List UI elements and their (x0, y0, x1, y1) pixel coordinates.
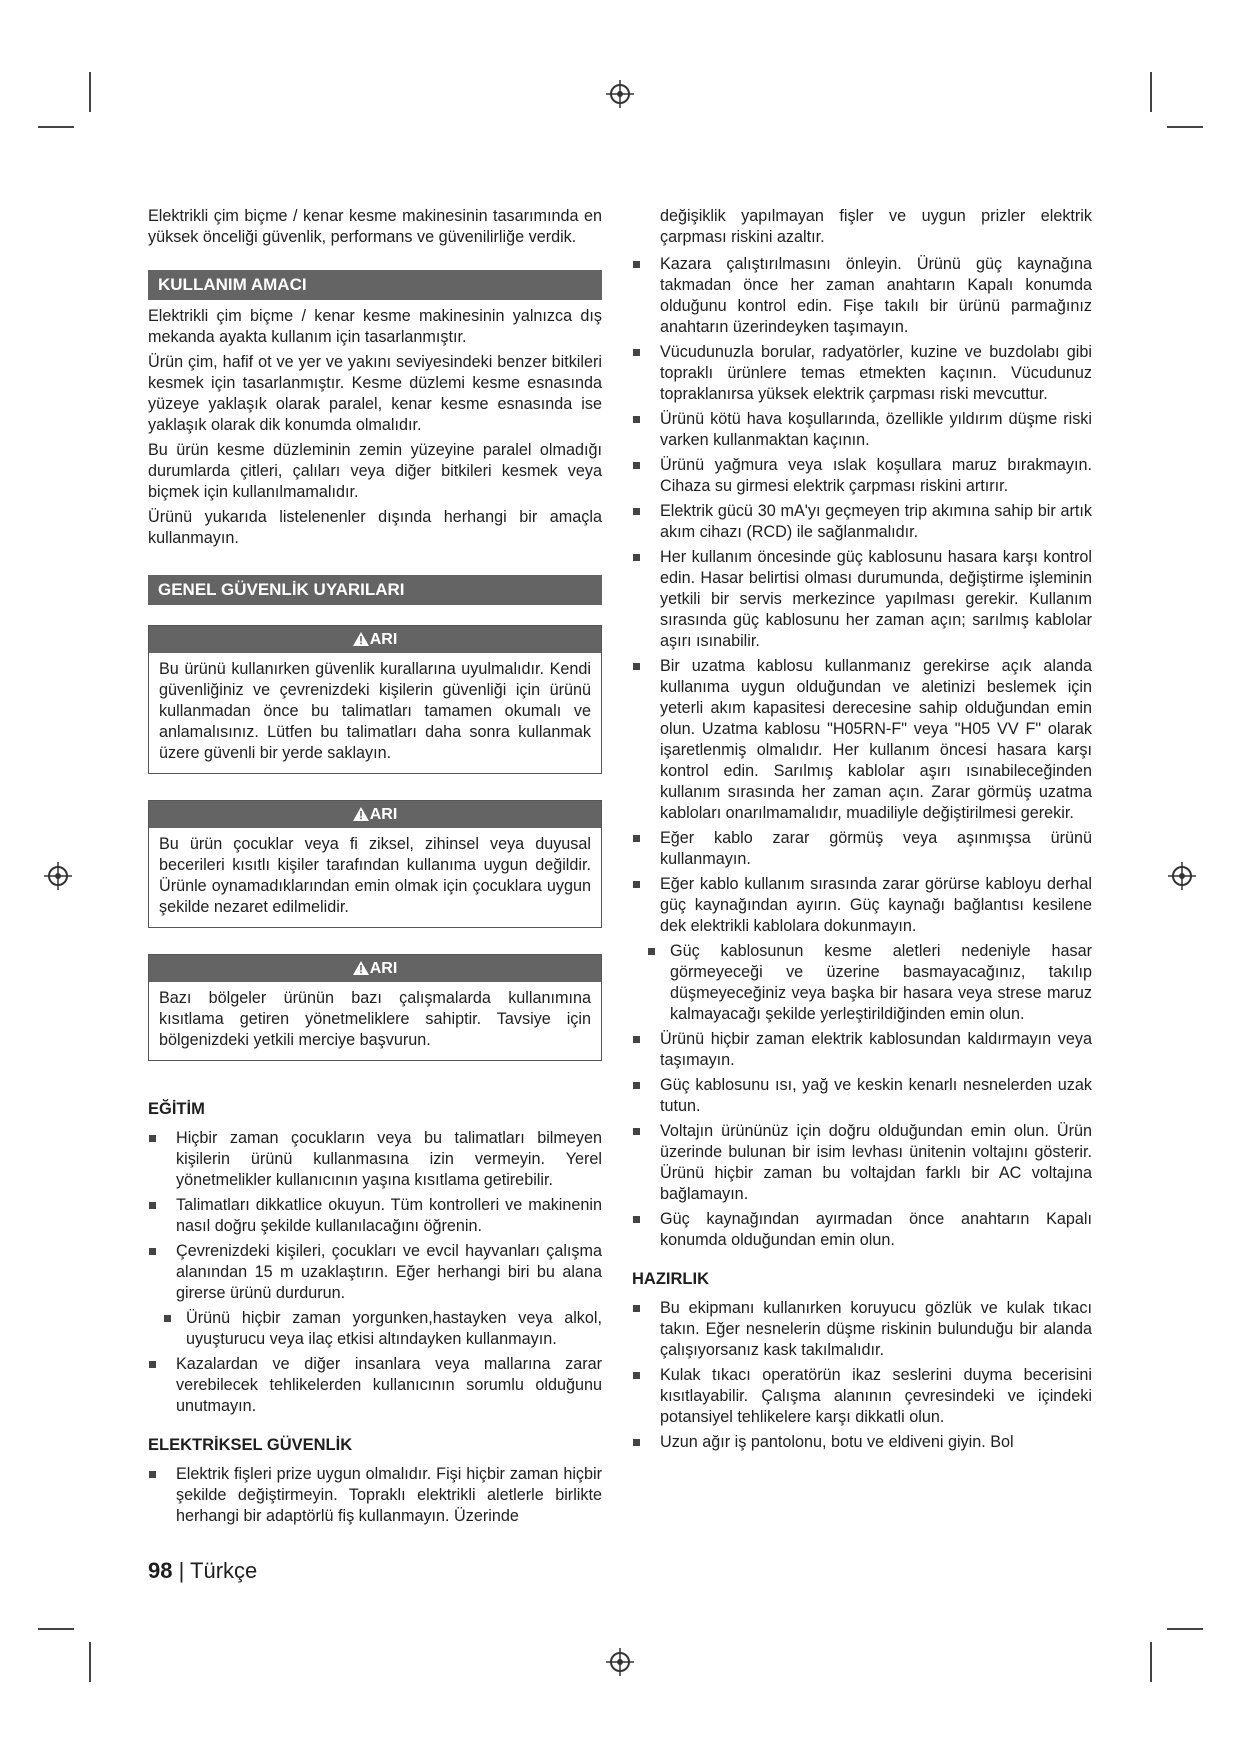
bullet-square-icon (633, 1439, 640, 1446)
electrical-list (148, 1464, 602, 1527)
list-item: Voltajın ürününüz için doğru olduğundan emin olun. Ürün üzerinde bulunan bir isim levhası ünitenin voltajını gösterir. Ürünü hiçbir zaman bu voltajdan farklı bir AC voltajına bağlamayın. (632, 1121, 1092, 1205)
intro-paragraph: Elektrikli çim biçme / kenar kesme makinesinin tasarımında en yüksek önceliği güvenlik, performans ve güvenilirliğe verdik. (148, 207, 602, 246)
list-item: Eğer kablo kullanım sırasında zarar görürse kabloyu derhal güç kaynağından ayırın. Güç kaynağı bağlantısı kesilene dek elektrikli kablolara dokunmayın. (632, 874, 1092, 937)
crop-mark (1150, 72, 1152, 112)
list-item: Elektrik gücü 30 mA'yı geçmeyen trip akımına sahip bir artık akım cihazı (RCD) ile sağlanmalıdır. (632, 501, 1092, 543)
list-item: Kulak tıkacı operatörün ikaz seslerini duyma becerisini kısıtlayabilir. Çalışma alanının çevresindeki ve içindeki potansiyel tehlikelere karşı dikkatli olun. (632, 1365, 1092, 1428)
registration-mark-icon (44, 862, 72, 890)
bullet-square-icon (149, 1202, 156, 1209)
bullet-square-icon (633, 508, 640, 515)
page-footer (148, 1558, 257, 1584)
page-number: 98 (148, 1558, 173, 1583)
list-item: Uzun ağır iş pantolonu, botu ve eldiveni giyin. Bol (632, 1432, 1092, 1453)
bullet-square-icon (633, 881, 640, 888)
list-item: Kazalardan ve diğer insanlara veya mallarına zarar verebilecek tehlikelerden kullanıcının sorumlu olduğunu unutmayın. (148, 1354, 602, 1417)
warning-box (148, 800, 602, 928)
bullet-square-icon (633, 554, 640, 561)
section-title-intended-use: KULLANIM AMACI (148, 270, 602, 300)
warning-icon (353, 632, 369, 646)
right-column (632, 206, 1092, 1457)
subheading-electrical: ELEKTRİKSEL GÜVENLİK (148, 1436, 353, 1454)
warning-label: ARI (369, 631, 398, 648)
registration-mark-icon (1168, 862, 1196, 890)
list-item: Ürünü hiçbir zaman elektrik kablosundan kaldırmayın veya taşımayın. (632, 1029, 1092, 1071)
bullet-square-icon (149, 1248, 156, 1255)
list-item: Her kullanım öncesinde güç kablosunu hasara karşı kontrol edin. Hasar belirtisi olması durumunda, değiştirme işleminin yetkili bir servis merkezince yapılması gerekir. Kullanım sırasında güç kablosunu her zaman açın; sarılmış kablolar aşırı ısınabilir. (632, 547, 1092, 652)
list-item: Güç kablosunun kesme aletleri nedeniyle hasar görmeyeceği ve üzerine basmayacağınız, takılıp düşmeyeceğiniz veya başka bir hasara veya strese maruz kalmayacağı şekilde yerleştirildiğinden emin olun. (632, 941, 1092, 1025)
list-item: Eğer kablo zarar görmüş veya aşınmışsa ürünü kullanmayın. (632, 828, 1092, 870)
intended-use-paragraph: Ürünü yukarıda listelenenler dışında herhangi bir amaçla kullanmayın. (148, 508, 602, 547)
bullet-square-icon (633, 835, 640, 842)
crop-mark (1167, 1628, 1203, 1630)
bullet-square-icon (149, 1361, 156, 1368)
crop-mark (1167, 126, 1203, 128)
continued-paragraph: değişiklik yapılmayan fişler ve uygun prizler elektrik çarpması riskini azaltır. (660, 207, 1092, 246)
crop-mark (89, 1642, 91, 1682)
warning-box (148, 625, 602, 774)
warning-text: Bazı bölgeler ürünün bazı çalışmalarda kullanımına kısıtlama getiren yönetmeliklere sahiptir. Tavsiye için bölgenizdeki yetkili merciye başvurun. (159, 989, 591, 1049)
list-item: Ürünü hiçbir zaman yorgunken,hastayken veya alkol, uyuşturucu veya ilaç etkisi altındayken kullanmayın. (148, 1308, 602, 1350)
warning-label: ARI (369, 806, 398, 823)
list-item: Bu ekipmanı kullanırken koruyucu gözlük ve kulak tıkacı takın. Eğer nesnelerin düşme riskinin bulunduğu bir alanda çalışıyorsanız kask takılmalıdır. (632, 1298, 1092, 1361)
left-column (148, 206, 602, 1531)
list-item: Vücudunuzla borular, radyatörler, kuzine ve buzdolabı gibi topraklı ürünlere temas etmekten kaçının. Vücudunuz topraklanırsa yüksek elektrik çarpması riski mevcuttur. (632, 342, 1092, 405)
bullet-square-icon (633, 261, 640, 268)
list-item: Çevrenizdeki kişileri, çocukları ve evcil hayvanları çalışma alanından 15 m uzaklaştırın. Eğer herhangi biri bu alana girerse ürünü durdurun. (148, 1241, 602, 1304)
intended-use-paragraph: Ürün çim, hafif ot ve yer ve yakını seviyesindeki benzer bitkileri kesmek için tasarlanmıştır. Kesme düzlemi kesme esnasında yüzeye yaklaşık olarak paralel, kenar kesme esnasında ise yaklaşık olarak dik konumda olmalıdır. (148, 353, 602, 434)
crop-mark (38, 1628, 74, 1630)
warning-text: Bu ürün çocuklar veya fi ziksel, zihinsel veya duyusal becerileri kısıtlı kişiler tarafından kullanıma uygun değildir. Ürünle oynamadıklarından emin olmak için çocuklara uygun şekilde nezaret edilmelidir. (159, 835, 591, 916)
bullet-square-icon (633, 1372, 640, 1379)
list-item: Kazara çalıştırılmasını önleyin. Ürünü güç kaynağına takmadan önce her zaman anahtarın Kapalı konumda olduğunu kontrol edin. Fişe takılı bir ürünü parmağınız anahtarın üzerindeyken taşımayın. (632, 254, 1092, 338)
warning-icon (353, 807, 369, 821)
bullet-square-icon (164, 1315, 171, 1322)
bullet-square-icon (633, 663, 640, 670)
warning-header (149, 801, 601, 828)
warning-icon (353, 961, 369, 975)
bullet-square-icon (633, 1036, 640, 1043)
subheading-training: EĞİTİM (148, 1100, 205, 1118)
crop-mark (38, 126, 74, 128)
footer-language: Türkçe (190, 1558, 258, 1583)
bullet-square-icon (648, 948, 655, 955)
training-list (148, 1128, 602, 1417)
subheading-preparation: HAZIRLIK (632, 1270, 709, 1288)
list-item: Hiçbir zaman çocukların veya bu talimatları bilmeyen kişilerin ürünü kullanmasına izin vermeyin. Yerel yönetmelikler kullanıcının yaşına kısıtlama getirebilir. (148, 1128, 602, 1191)
list-item: Bir uzatma kablosu kullanmanız gerekirse açık alanda kullanıma uygun olduğundan ve aletinizi beslemek için yeterli akım kapasitesi derecesine sahip olduğundan emin olun. Uzatma kablosu "H05RN-F" veya "H05 VV F" olarak işaretlenmiş olmalıdır. Her kullanım öncesi hasara karşı kontrol edin. Sarılmış kablolar aşırı ısınabileceğinden kullanım sırasında her zaman açın. Zarar görmüş uzatma kabloları onarılmamalıdır, muadiliyle değiştirilmesi gerekir. (632, 656, 1092, 824)
warning-header (149, 955, 601, 982)
warning-box (148, 954, 602, 1061)
intended-use-paragraph: Bu ürün kesme düzleminin zemin yüzeyine paralel olmadığı durumlarda çitleri, çalıları veya diğer bitkileri kesmek veya biçmek için kullanılmamalıdır. (148, 441, 602, 501)
section-title-general-safety: GENEL GÜVENLİK UYARILARI (148, 575, 602, 605)
list-item: Elektrik fişleri prize uygun olmalıdır. Fişi hiçbir zaman hiçbir şekilde değiştirmeyin. Topraklı elektrikli aletlerle birlikte herhangi bir adaptörlü fiş kullanmayın. Üzerinde (148, 1464, 602, 1527)
footer-separator: | (178, 1558, 185, 1583)
bullet-square-icon (633, 1082, 640, 1089)
bullet-square-icon (633, 462, 640, 469)
bullet-square-icon (633, 416, 640, 423)
list-item: Güç kablosunu ısı, yağ ve keskin kenarlı nesnelerden uzak tutun. (632, 1075, 1092, 1117)
list-item: Güç kaynağından ayırmadan önce anahtarın Kapalı konumda olduğundan emin olun. (632, 1209, 1092, 1251)
intended-use-paragraph: Elektrikli çim biçme / kenar kesme makinesinin yalnızca dış mekanda ayakta kullanım için tasarlanmıştır. (148, 307, 602, 346)
bullet-square-icon (633, 1216, 640, 1223)
registration-mark-icon (606, 1648, 634, 1676)
list-item: Ürünü kötü hava koşullarında, özellikle yıldırım düşme riski varken kullanmaktan kaçının. (632, 409, 1092, 451)
crop-mark (1150, 1642, 1152, 1682)
warning-header (149, 626, 601, 653)
warning-text: Bu ürünü kullanırken güvenlik kurallarına uyulmalıdır. Kendi güvenliğiniz ve çevrenizdeki kişilerin güvenliği için ürünü kullanmadan önce bu talimatları tamamen okumalı ve anlamalısınız. Lütfen bu talimatları daha sonra kullanmak üzere güvenli bir yerde saklayın. (159, 660, 591, 762)
registration-mark-icon (606, 80, 634, 108)
bullet-square-icon (633, 1128, 640, 1135)
crop-mark (89, 72, 91, 112)
electrical-list-continued (632, 254, 1092, 1251)
bullet-square-icon (633, 1305, 640, 1312)
preparation-list (632, 1298, 1092, 1453)
list-item: Ürünü yağmura veya ıslak koşullara maruz bırakmayın. Cihaza su girmesi elektrik çarpması riskini artırır. (632, 455, 1092, 497)
warning-label: ARI (369, 960, 398, 977)
bullet-square-icon (633, 349, 640, 356)
bullet-square-icon (149, 1135, 156, 1142)
list-item: Talimatları dikkatlice okuyun. Tüm kontrolleri ve makinenin nasıl doğru şekilde kullanılacağını öğrenin. (148, 1195, 602, 1237)
bullet-square-icon (149, 1471, 156, 1478)
